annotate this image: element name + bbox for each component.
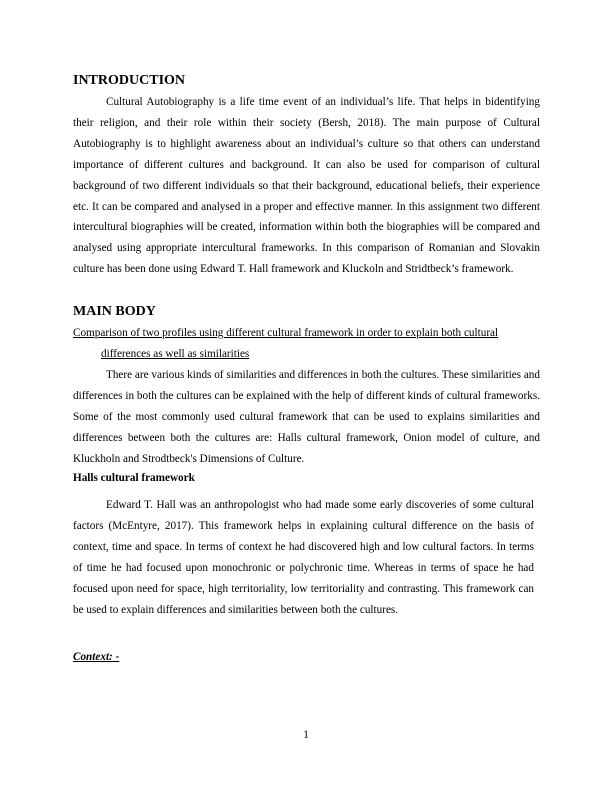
comparison-subtitle-line2: differences as well as similarities	[101, 348, 250, 360]
halls-framework-heading: Halls cultural framework	[73, 472, 195, 484]
introduction-paragraph: Cultural Autobiography is a life time event of an individual’s life. That helps in bidentifying their religion, and their role within their society (Bersh, 2018). The main purpose of Cultural Autobiography is to highlight awareness about an individual’s culture so that others can understand importance of different cultures and background. It can also be used for comparison of cultural background of two different individuals so that their background, educational beliefs, their experience etc. It can be compared and analysed in a proper and effective manner. In this assignment two different intercultural biographies will be created, information within both the biographies will be compared and analysed using appropriate intercultural frameworks. In this comparison of Romanian and Slovakin culture has been done using Edward T. Hall framework and Kluckoln and Stridtbeck’s framework.	[73, 96, 540, 276]
page-number: 1	[303, 729, 309, 741]
introduction-heading: INTRODUCTION	[73, 73, 186, 88]
comparison-subtitle-line1: Comparison of two profiles using different cultural framework in order to explain both cultural	[73, 327, 499, 339]
main-body-paragraph: There are various kinds of similarities and differences in both the cultures. These similarities and differences in both the cultures can be explained with the help of different kinds of cultural frameworks. Some of the most commonly used cultural framework that can be used to explains similarities and differences between both the cultures are: Halls cultural framework, Onion model of culture, and Kluckholn and Strodtbeck's Dimensions of Culture.	[73, 369, 540, 465]
context-heading: Context: -	[73, 651, 120, 663]
main-body-heading: MAIN BODY	[73, 304, 156, 319]
comparison-subtitle	[73, 323, 540, 365]
halls-framework-paragraph: Edward T. Hall was an anthropologist who had made some early discoveries of some cultural factors (McEntyre, 2017). This framework helps in explaining cultural difference on the basis of context, time and space. In terms of context he had discovered high and low cultural factors. In terms of time he had focused upon monochronic or polychronic time. Whereas in terms of space he had focused upon need for space, high territoriality, low territoriality and contrasting. This framework can be used to explain differences and similarities between both the cultures.	[73, 499, 534, 616]
